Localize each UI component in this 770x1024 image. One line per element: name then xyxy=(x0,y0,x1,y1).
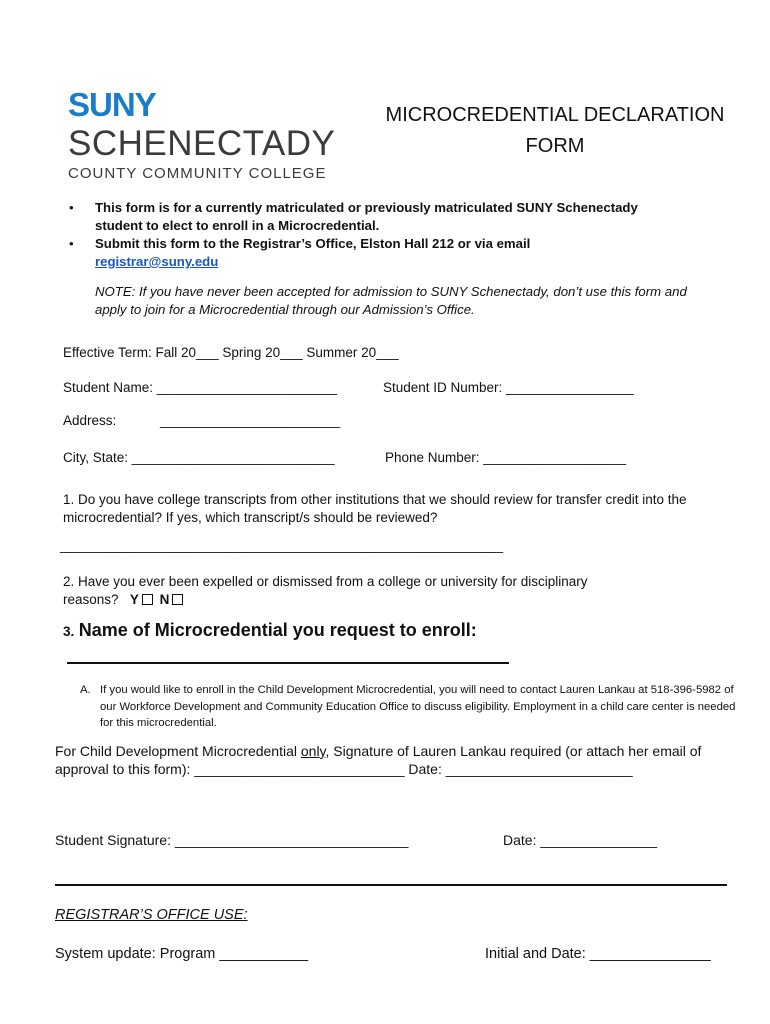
child-development-signature[interactable] xyxy=(55,742,745,778)
bullet-icon: • xyxy=(69,200,74,215)
microcredential-answer-line[interactable] xyxy=(67,662,509,664)
no-label: N xyxy=(159,592,170,607)
form-title-line1: MICROCREDENTIAL DECLARATION xyxy=(385,104,725,126)
yes-checkbox[interactable] xyxy=(142,594,153,605)
phone-number-field[interactable]: Phone Number: ___________________ xyxy=(385,450,626,465)
question-1: 1. Do you have college transcripts from other institutions that we should review for transfer credit into the microcredential? If yes, which transcript/s should be reviewed? xyxy=(63,492,687,525)
address-label: Address: xyxy=(63,413,117,428)
logo-suny: SUNY xyxy=(68,86,156,123)
instruction-item xyxy=(65,235,685,271)
instruction-item xyxy=(65,199,685,235)
question-2-reasons: reasons? xyxy=(63,592,119,607)
instructions-list xyxy=(65,199,685,271)
question-2 xyxy=(63,573,703,609)
effective-term-field[interactable]: Effective Term: Fall 20___ Spring 20___ Summer 20___ xyxy=(63,345,399,360)
child-development-note xyxy=(80,682,740,732)
no-checkbox[interactable] xyxy=(172,594,183,605)
form-title xyxy=(380,100,730,162)
registrar-email-link[interactable]: registrar@suny.edu xyxy=(95,254,219,269)
registrar-heading: REGISTRAR’S OFFICE USE: xyxy=(55,907,248,923)
child-dev-only: only xyxy=(300,743,326,759)
logo-college: COUNTY COMMUNITY COLLEGE xyxy=(68,165,327,182)
question-2-text: 2. Have you ever been expelled or dismissed from a college or university for disciplinary xyxy=(63,574,588,589)
bullet-icon: • xyxy=(69,236,74,251)
note-label: A. xyxy=(80,684,91,696)
question-3 xyxy=(63,620,477,641)
student-signature-field[interactable]: Student Signature: ______________________________ xyxy=(55,832,409,848)
instruction-text: Submit this form to the Registrar’s Office, Elston Hall 212 or via email xyxy=(95,236,531,251)
instruction-text: This form is for a currently matriculated or previously matriculated SUNY Schenectady student to elect to enroll in a Microcredential. xyxy=(95,200,638,233)
section-divider xyxy=(55,884,727,886)
question-3-text: Name of Microcredential you request to enroll: xyxy=(78,620,477,640)
admission-note: NOTE: If you have never been accepted for admission to SUNY Schenectady, don’t use this form and apply to join for a Microcredential through our Admission’s Office. xyxy=(95,284,687,317)
child-dev-text-1: For Child Development Microcredential xyxy=(55,743,301,759)
initial-date-field[interactable]: Initial and Date: _______________ xyxy=(485,946,711,962)
form-title-line2: FORM xyxy=(525,135,585,157)
child-dev-text-2: , Signature of Lauren Lankau required (or attach her email of approval to this form): ___________________________ Date: ________________________ xyxy=(55,743,702,777)
yes-label: Y xyxy=(129,592,139,607)
question-1-answer-line[interactable]: ___________________________________________________________ xyxy=(60,538,503,553)
city-state-field[interactable]: City, State: ___________________________ xyxy=(63,450,335,465)
student-name-field[interactable]: Student Name: ________________________ xyxy=(63,380,337,395)
address-field[interactable]: ________________________ xyxy=(160,413,341,428)
note-text: If you would like to enroll in the Child Development Microcredential, you will need to contact Lauren Lankau at 518-396-5982 of our Workforce Development and Community Education Office to discuss eligibility. Employment in a child care center is needed for this microcredential. xyxy=(100,684,736,729)
question-3-number: 3. xyxy=(63,624,75,639)
logo-schenectady: SCHENECTADY xyxy=(68,124,336,163)
student-id-field[interactable]: Student ID Number: _________________ xyxy=(383,380,634,395)
signature-date-field[interactable]: Date: _______________ xyxy=(503,832,658,848)
system-update-field[interactable]: System update: Program ___________ xyxy=(55,946,309,962)
